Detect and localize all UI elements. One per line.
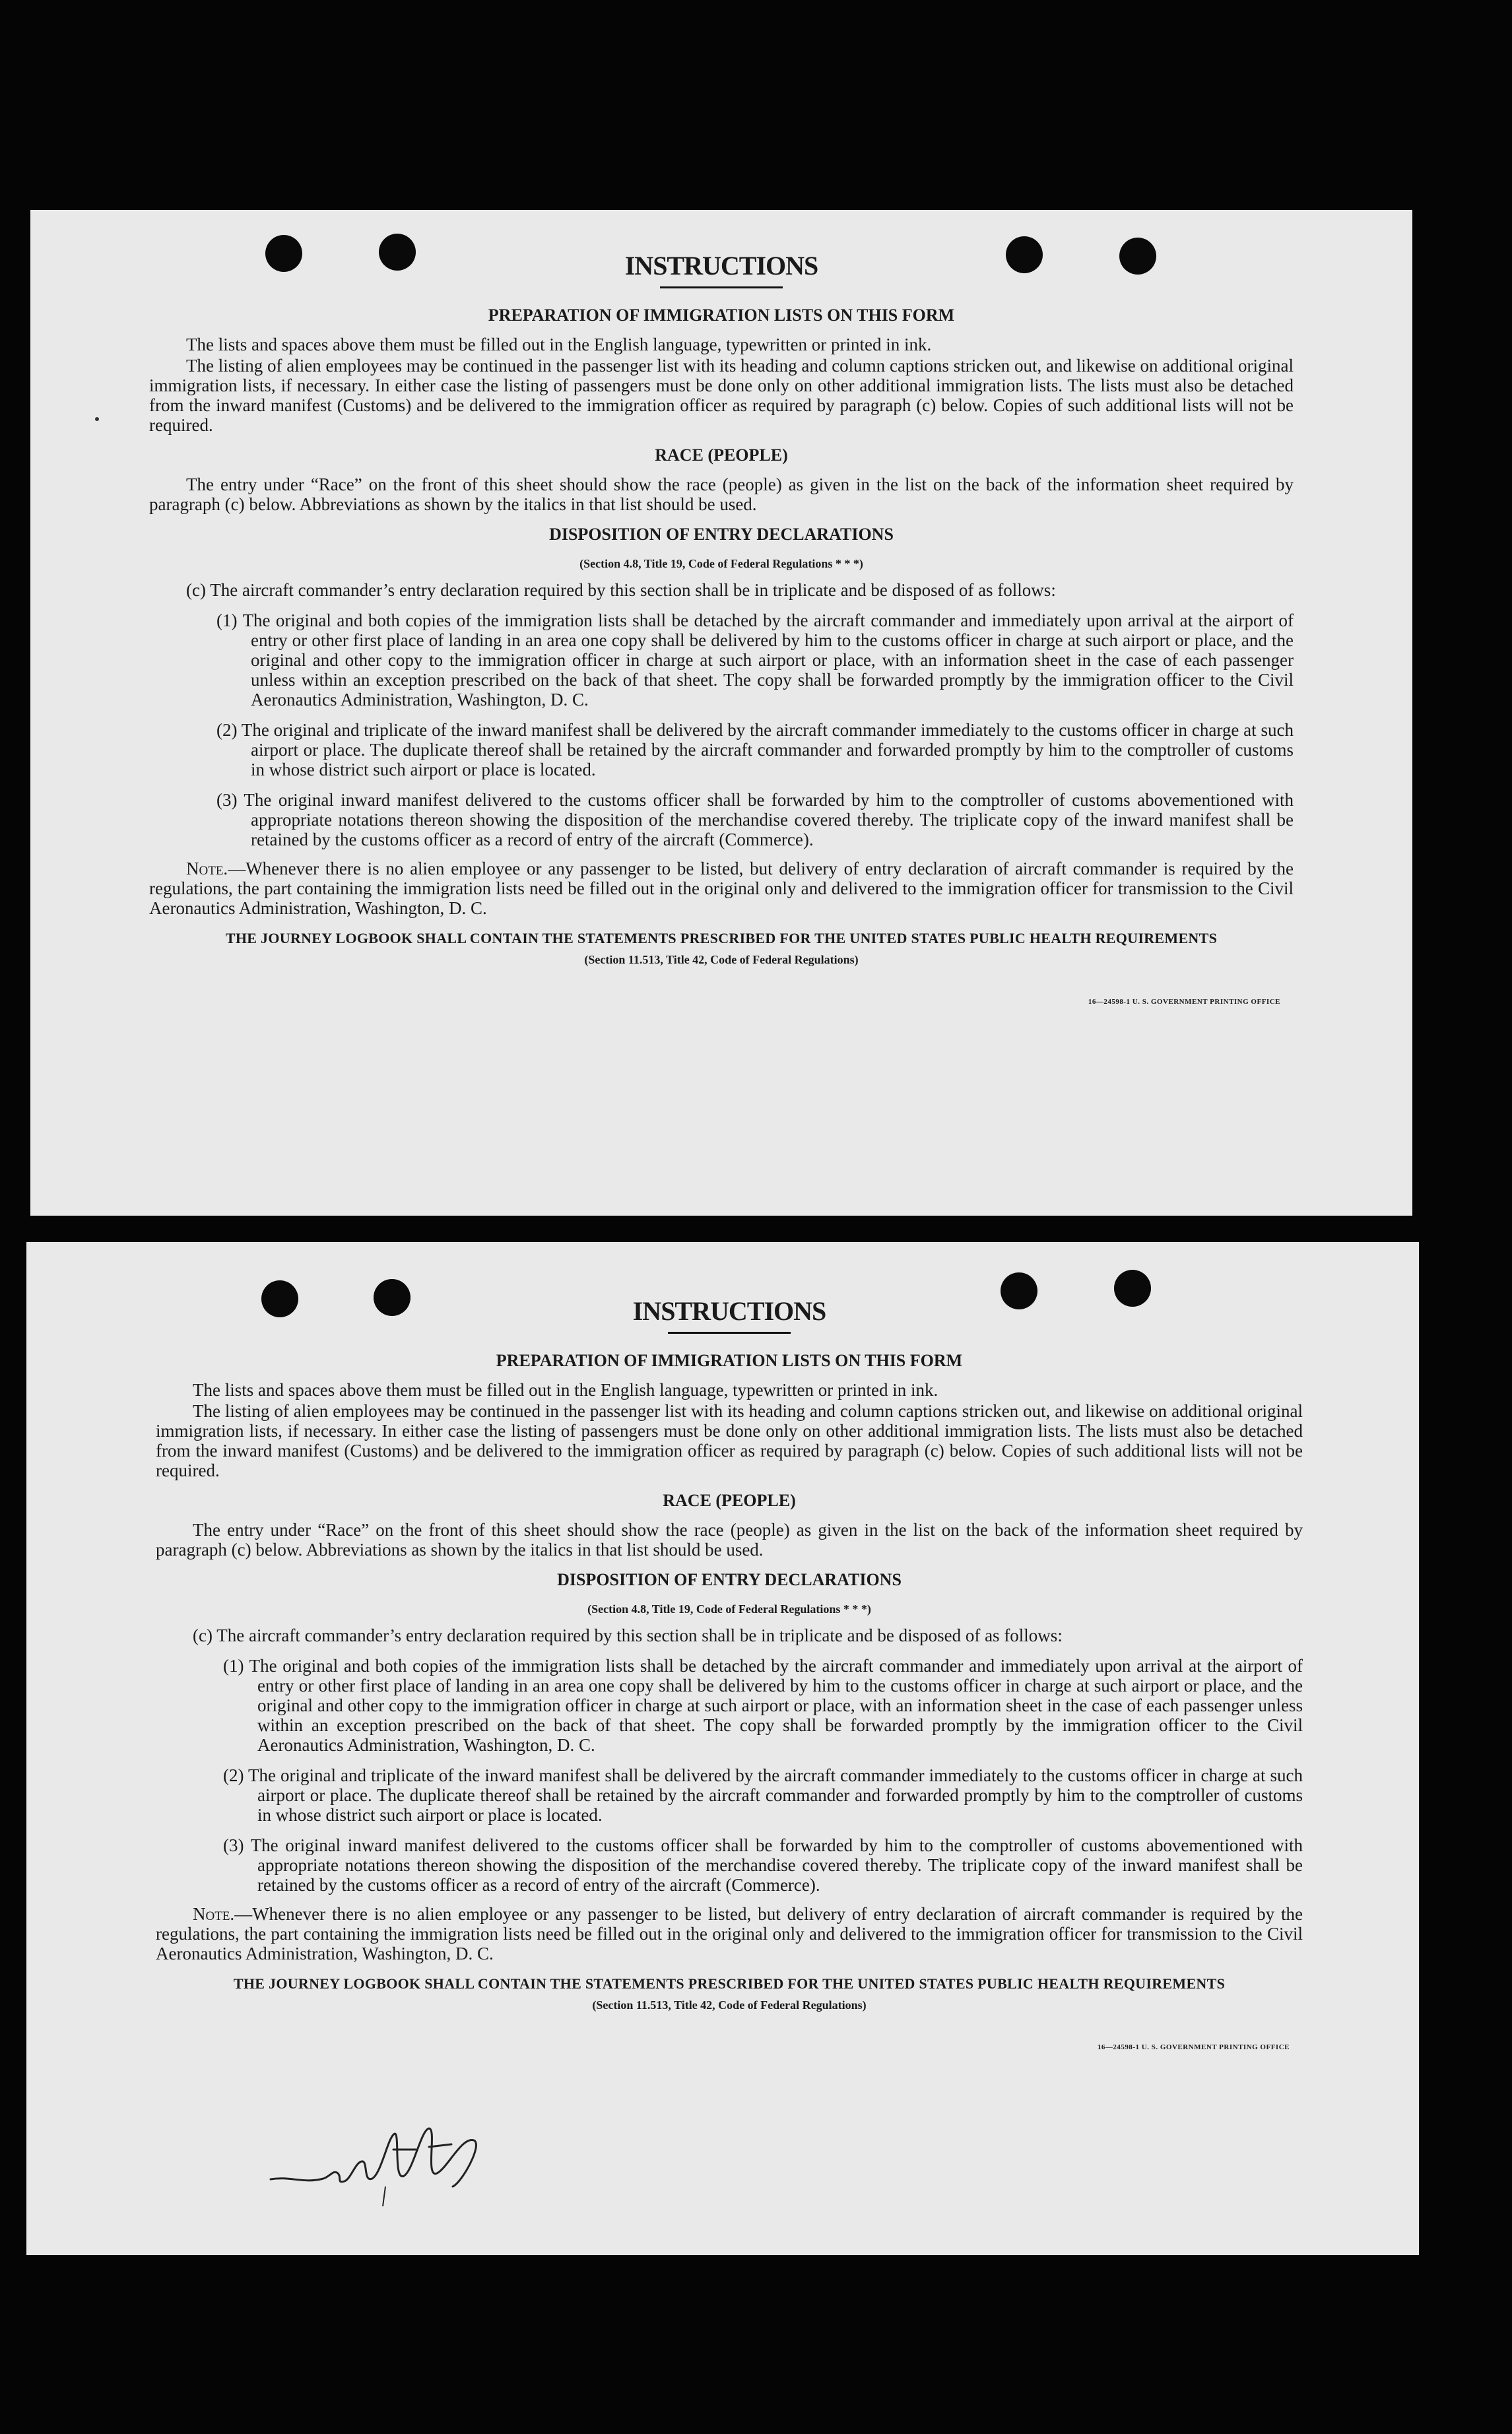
note-paragraph xyxy=(149,859,1294,918)
journey-citation: (Section 11.513, Title 42, Code of Federal Regulations) xyxy=(592,1998,867,2012)
instruction-sheet-top xyxy=(30,210,1412,1216)
disposition-paragraph-c: (c) The aircraft commander’s entry declaration required by this section shall be in triplicate and be disposed of as follows: xyxy=(193,1626,1063,1645)
note-text: —Whenever there is no alien employee or any passenger to be listed, but delivery of entry declaration of aircraft commander is required by the regulations, the part containing the immigration lists need be filled out in the original only and delivered to the immigration officer for transmission to the Civil Aeronautics Administration, Washington, D. C. xyxy=(149,859,1294,918)
instructions-body xyxy=(149,249,1294,1012)
disposition-item-1: (1) The original and both copies of the immigration lists shall be detached by the aircraft commander and immediately upon arrival at the airport of entry or other first place of landing in an area one copy shall be delivered by him to the customs officer in charge at such airport or place, and the original and other copy to the immigration officer in charge at such airport or place, with an information sheet in the case of each passenger unless within an exception prescribed on the back of that sheet. The copy shall be forwarded promptly by the immigration officer to the Civil Aeronautics Administration, Washington, D. C. xyxy=(223,1656,1303,1755)
journey-logbook-statement: THE JOURNEY LOGBOOK SHALL CONTAIN THE STATEMENTS PRESCRIBED FOR THE UNITED STATES PUBLIC HEALTH REQUIREMENTS xyxy=(233,1975,1226,1992)
note-paragraph xyxy=(156,1904,1303,1963)
disposition-heading: DISPOSITION OF ENTRY DECLARATIONS xyxy=(557,1570,902,1589)
title-underline xyxy=(660,286,783,288)
instructions-title: INSTRUCTIONS xyxy=(632,1296,826,1326)
journey-citation: (Section 11.513, Title 42, Code of Federal Regulations) xyxy=(584,953,859,966)
instructions-title: INSTRUCTIONS xyxy=(624,251,818,280)
disposition-heading: DISPOSITION OF ENTRY DECLARATIONS xyxy=(549,525,894,544)
speck xyxy=(95,417,99,421)
handwritten-signature xyxy=(264,2110,502,2209)
race-heading: RACE (PEOPLE) xyxy=(663,1491,796,1510)
disposition-citation: (Section 4.8, Title 19, Code of Federal Regulations * * *) xyxy=(587,1602,871,1616)
title-underline xyxy=(668,1332,791,1334)
race-paragraph: The entry under “Race” on the front of this sheet should show the race (people) as given in the list on the back of the information sheet required by paragraph (c) below. Abbreviations as shown by the italics in that list should be used. xyxy=(156,1520,1303,1560)
disposition-item-2: (2) The original and triplicate of the inward manifest shall be delivered by the aircraft commander immediately to the customs officer in charge at such airport or place. The duplicate thereof shall be retained by the aircraft commander and forwarded promptly by him to the comptroller of customs in whose district such airport or place is located. xyxy=(216,720,1294,779)
prep-heading: PREPARATION OF IMMIGRATION LISTS ON THIS FORM xyxy=(488,306,955,325)
note-label: Note. xyxy=(186,859,228,878)
note-label: Note. xyxy=(193,1904,235,1924)
note-text: —Whenever there is no alien employee or any passenger to be listed, but delivery of entry declaration of aircraft commander is required by the regulations, the part containing the immigration lists need be filled out in the original only and delivered to the immigration officer for transmission to the Civil Aeronautics Administration, Washington, D. C. xyxy=(156,1904,1303,1963)
race-paragraph: The entry under “Race” on the front of this sheet should show the race (people) as given in the list on the back of the information sheet required by paragraph (c) below. Abbreviations as shown by the italics in that list should be used. xyxy=(149,475,1294,514)
instruction-sheet-bottom xyxy=(26,1242,1419,2255)
prep-paragraph-2: The listing of alien employees may be continued in the passenger list with its heading and column captions stricken out, and likewise on additional original immigration lists, if necessary. In either case the listing of passengers must be done only on other additional immigration lists. The lists must also be detached from the inward manifest (Customs) and be delivered to the immigration officer as required by paragraph (c) below. Copies of such additional lists will not be required. xyxy=(149,356,1294,435)
instructions-body xyxy=(156,1295,1303,2057)
journey-logbook-statement: THE JOURNEY LOGBOOK SHALL CONTAIN THE STATEMENTS PRESCRIBED FOR THE UNITED STATES PUBLIC HEALTH REQUIREMENTS xyxy=(225,930,1218,946)
disposition-item-3: (3) The original inward manifest delivered to the customs officer shall be forwarded by him to the comptroller of customs abovementioned with appropriate notations thereon showing the disposition of the merchandise covered thereby. The triplicate copy of the inward manifest shall be retained by the customs officer as a record of entry of the aircraft (Commerce). xyxy=(216,790,1294,849)
race-heading: RACE (PEOPLE) xyxy=(655,445,788,465)
disposition-item-2: (2) The original and triplicate of the inward manifest shall be delivered by the aircraft commander immediately to the customs officer in charge at such airport or place. The duplicate thereof shall be retained by the aircraft commander and forwarded promptly by him to the comptroller of customs in whose district such airport or place is located. xyxy=(223,1765,1303,1825)
disposition-item-1: (1) The original and both copies of the immigration lists shall be detached by the aircraft commander and immediately upon arrival at the airport of entry or other first place of landing in an area one copy shall be delivered by him to the customs officer in charge at such airport or place, and the original and other copy to the immigration officer in charge at such airport or place, with an information sheet in the case of each passenger unless within an exception prescribed on the back of that sheet. The copy shall be forwarded promptly by the immigration officer to the Civil Aeronautics Administration, Washington, D. C. xyxy=(216,610,1294,709)
disposition-paragraph-c: (c) The aircraft commander’s entry declaration required by this section shall be in triplicate and be disposed of as follows: xyxy=(186,580,1056,600)
form-code: 16—24598-1 U. S. GOVERNMENT PRINTING OFFICE xyxy=(1097,2043,1290,2051)
prep-paragraph-1: The lists and spaces above them must be filled out in the English language, typewritten or printed in ink. xyxy=(186,335,932,354)
prep-heading: PREPARATION OF IMMIGRATION LISTS ON THIS FORM xyxy=(496,1351,963,1370)
form-code: 16—24598-1 U. S. GOVERNMENT PRINTING OFFICE xyxy=(1088,998,1280,1006)
disposition-item-3: (3) The original inward manifest delivered to the customs officer shall be forwarded by him to the comptroller of customs abovementioned with appropriate notations thereon showing the disposition of the merchandise covered thereby. The triplicate copy of the inward manifest shall be retained by the customs officer as a record of entry of the aircraft (Commerce). xyxy=(223,1835,1303,1895)
prep-paragraph-2: The listing of alien employees may be continued in the passenger list with its heading and column captions stricken out, and likewise on additional original immigration lists, if necessary. In either case the listing of passengers must be done only on other additional immigration lists. The lists must also be detached from the inward manifest (Customs) and be delivered to the immigration officer as required by paragraph (c) below. Copies of such additional lists will not be required. xyxy=(156,1401,1303,1480)
disposition-citation: (Section 4.8, Title 19, Code of Federal Regulations * * *) xyxy=(579,557,863,570)
prep-paragraph-1: The lists and spaces above them must be filled out in the English language, typewritten or printed in ink. xyxy=(193,1380,938,1400)
